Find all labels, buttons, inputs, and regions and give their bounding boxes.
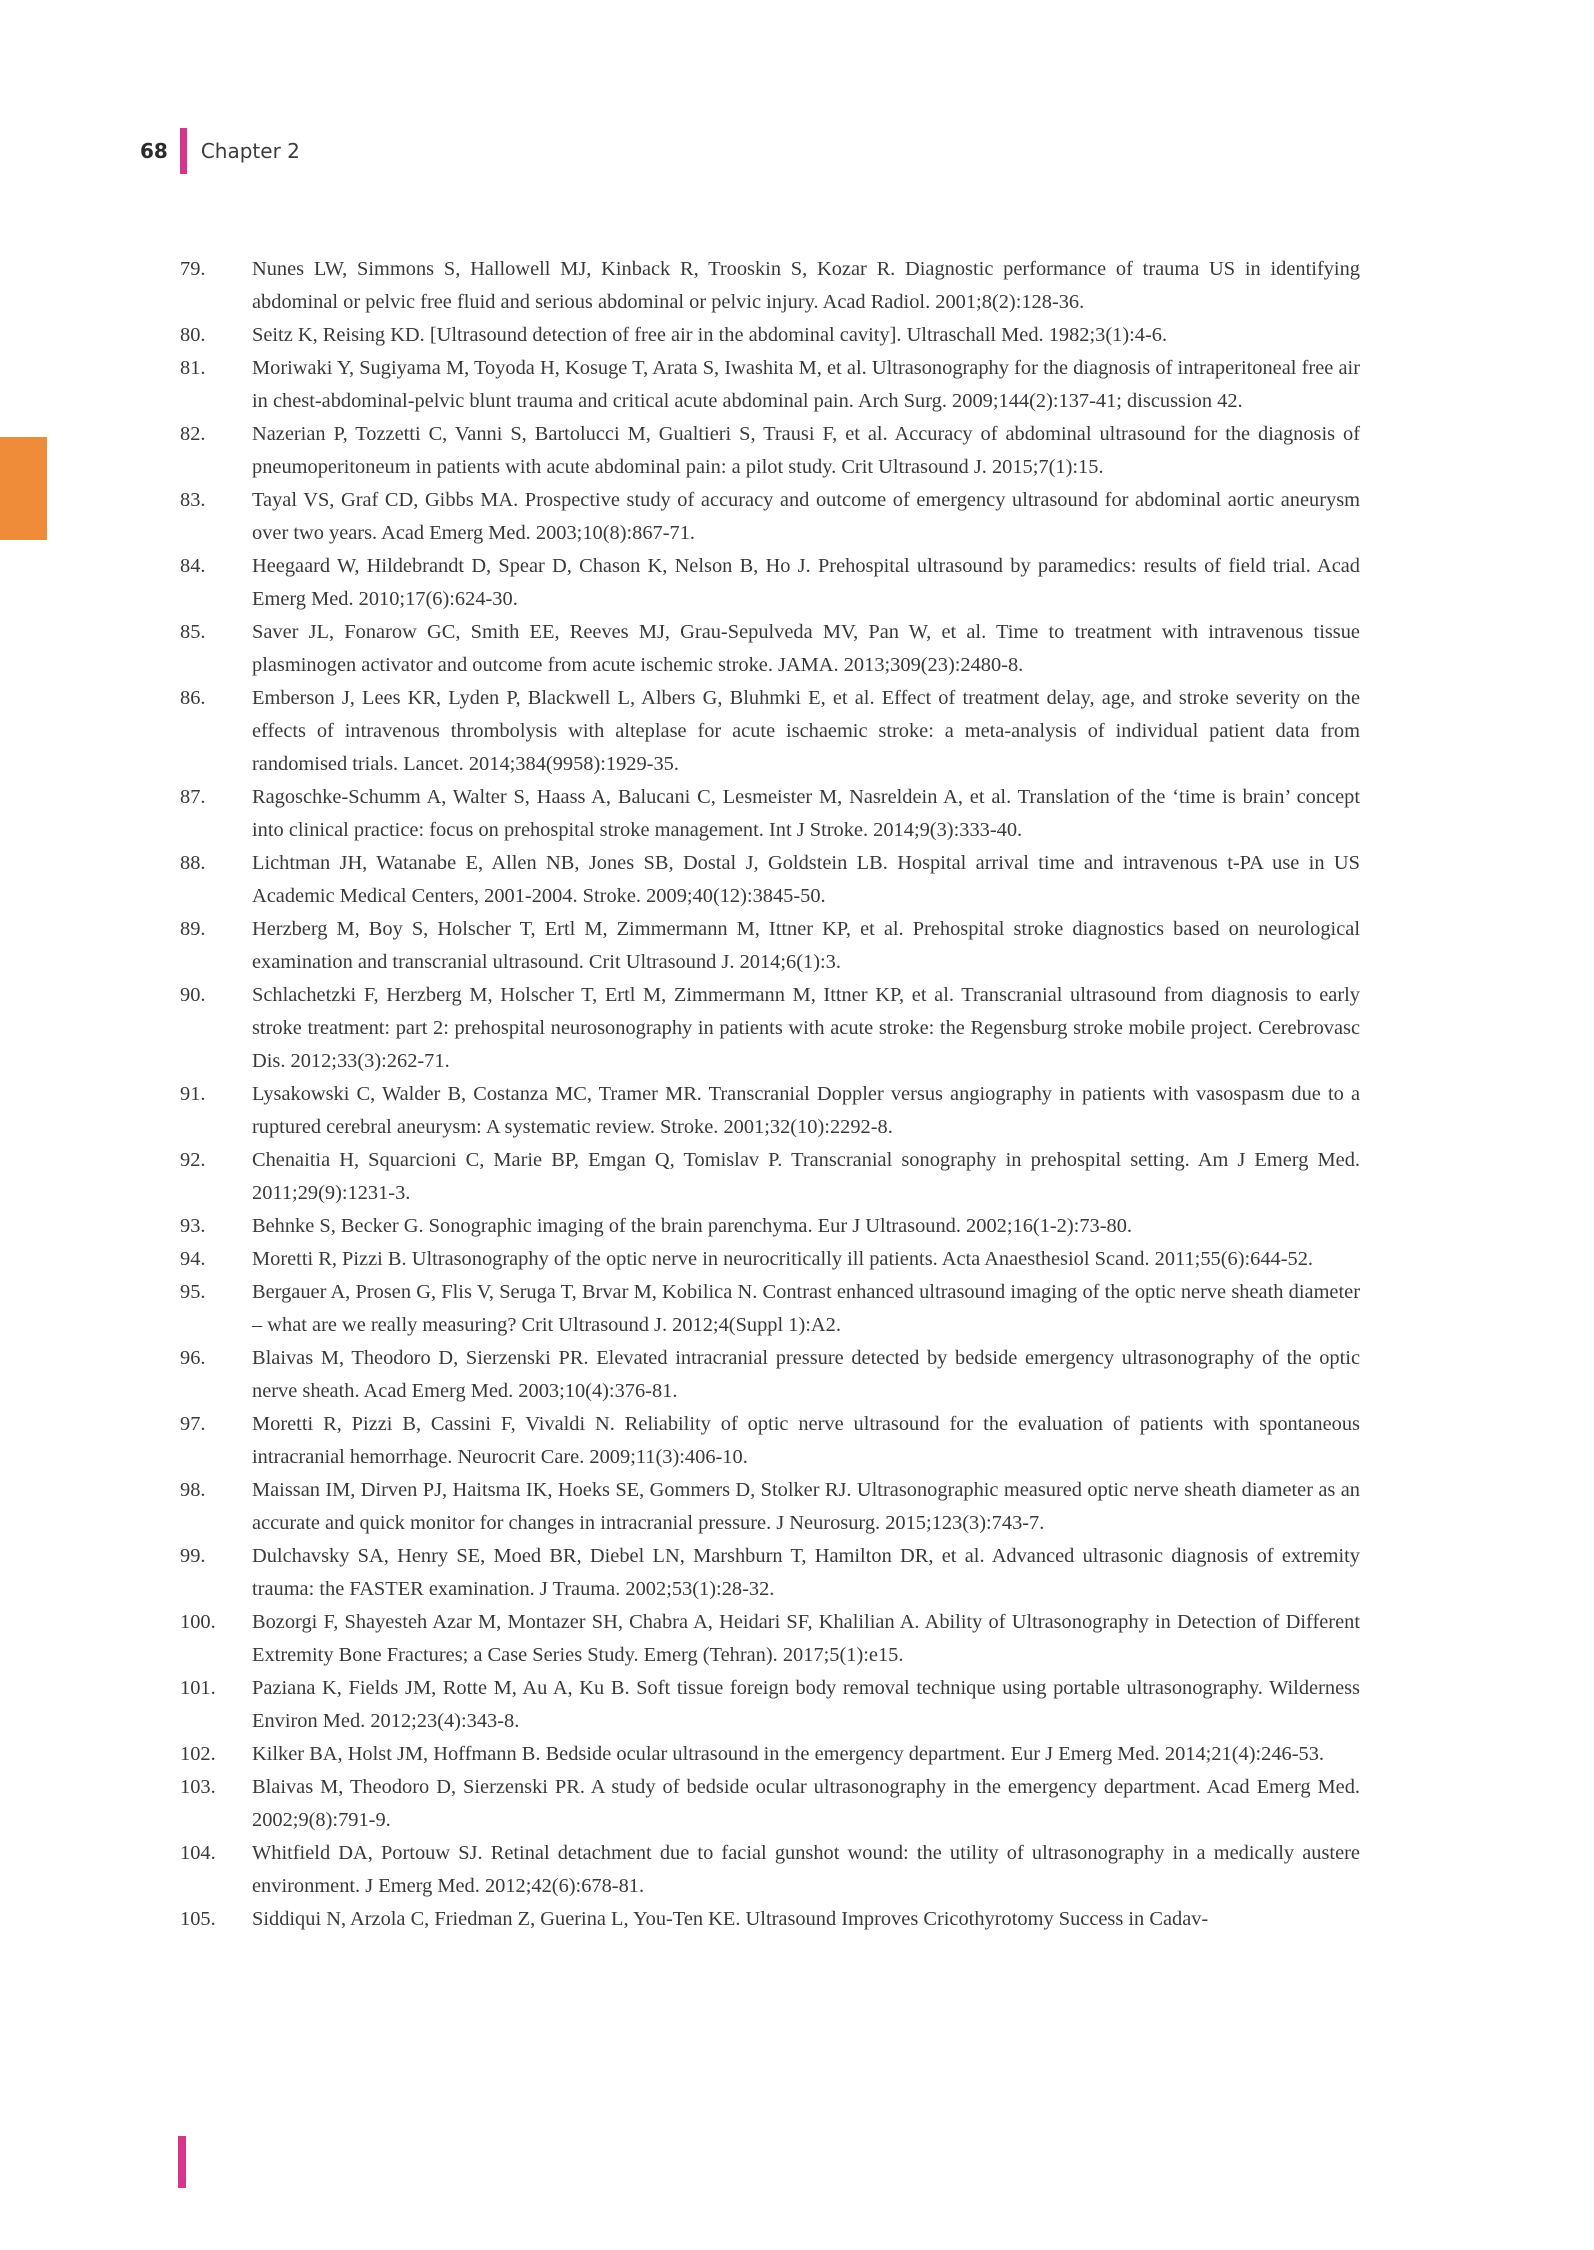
reference-number: 101. bbox=[180, 1677, 216, 1699]
reference-text: Siddiqui N, Arzola C, Friedman Z, Guerina L, You-Ten KE. Ultrasound Improves Cricothyrotomy Success in Cadav- bbox=[252, 1908, 1209, 1930]
reference-text: Dulchavsky SA, Henry SE, Moed BR, Diebel LN, Marshburn T, Hamilton DR, et al. Advanced ultrasonic diagnosis of extremity trauma: the FASTER examination. J Trauma. 2002;53(1):28-32. bbox=[252, 1545, 1360, 1600]
reference-item bbox=[180, 352, 1360, 418]
reference-text: Saver JL, Fonarow GC, Smith EE, Reeves MJ, Grau-Sepulveda MV, Pan W, et al. Time to treatment with intravenous tissue plasminogen activator and outcome from acute ischemic stroke. JAMA. 2013;309(23):2480-8. bbox=[252, 621, 1360, 676]
reference-item bbox=[180, 1771, 1360, 1837]
reference-number: 99. bbox=[180, 1545, 206, 1567]
reference-text: Moretti R, Pizzi B, Cassini F, Vivaldi N. Reliability of optic nerve ultrasound for the evaluation of patients with spontaneous intracranial hemorrhage. Neurocrit Care. 2009;11(3):406-10. bbox=[252, 1413, 1360, 1468]
reference-text: Paziana K, Fields JM, Rotte M, Au A, Ku B. Soft tissue foreign body removal technique using portable ultrasonography. Wilderness Environ Med. 2012;23(4):343-8. bbox=[252, 1677, 1360, 1732]
reference-text: Ragoschke-Schumm A, Walter S, Haass A, Balucani C, Lesmeister M, Nasreldein A, et al. Translation of the ‘time is brain’ concept into clinical practice: focus on prehospital stroke management. Int J Stroke. 2014;9(3):333-40. bbox=[252, 786, 1360, 841]
reference-text: Nazerian P, Tozzetti C, Vanni S, Bartolucci M, Gualtieri S, Trausi F, et al. Accuracy of abdominal ultrasound for the diagnosis of pneumoperitoneum in patients with acute abdominal pain: a pilot study. Crit Ultrasound J. 2015;7(1):15. bbox=[252, 423, 1360, 478]
reference-text: Maissan IM, Dirven PJ, Haitsma IK, Hoeks SE, Gommers D, Stolker RJ. Ultrasonographic measured optic nerve sheath diameter as an accurate and quick monitor for changes in intracranial pressure. J Neurosurg. 2015;123(3):743-7. bbox=[252, 1479, 1360, 1534]
reference-number: 88. bbox=[180, 852, 206, 874]
reference-item bbox=[180, 1144, 1360, 1210]
reference-item bbox=[180, 1342, 1360, 1408]
reference-item bbox=[180, 1837, 1360, 1903]
reference-item bbox=[180, 550, 1360, 616]
reference-text: Seitz K, Reising KD. [Ultrasound detection of free air in the abdominal cavity]. Ultraschall Med. 1982;3(1):4-6. bbox=[252, 324, 1168, 346]
reference-text: Chenaitia H, Squarcioni C, Marie BP, Emgan Q, Tomislav P. Transcranial sonography in prehospital setting. Am J Emerg Med. 2011;29(9):1231-3. bbox=[252, 1149, 1360, 1204]
reference-number: 104. bbox=[180, 1842, 216, 1864]
chapter-title: Chapter 2 bbox=[200, 139, 300, 163]
reference-item bbox=[180, 1276, 1360, 1342]
reference-item bbox=[180, 418, 1360, 484]
reference-text: Emberson J, Lees KR, Lyden P, Blackwell L, Albers G, Bluhmki E, et al. Effect of treatment delay, age, and stroke severity on the effects of intravenous thrombolysis with alteplase for acute ischaemic stroke: a meta-analysis of individual patient data from randomised trials. Lancet. 2014;384(9958):1929-35. bbox=[252, 687, 1360, 775]
reference-number: 82. bbox=[180, 423, 206, 445]
reference-number: 91. bbox=[180, 1083, 206, 1105]
reference-item bbox=[180, 913, 1360, 979]
reference-number: 96. bbox=[180, 1347, 206, 1369]
header-accent-bar bbox=[180, 128, 187, 174]
reference-text: Bozorgi F, Shayesteh Azar M, Montazer SH, Chabra A, Heidari SF, Khalilian A. Ability of Ultrasonography in Detection of Different Extremity Bone Fractures; a Case Series Study. Emerg (Tehran). 2017;5(1):e15. bbox=[252, 1611, 1360, 1666]
reference-number: 83. bbox=[180, 489, 206, 511]
reference-item bbox=[180, 1738, 1360, 1771]
reference-number: 90. bbox=[180, 984, 206, 1006]
reference-item bbox=[180, 781, 1360, 847]
reference-item bbox=[180, 1540, 1360, 1606]
reference-number: 102. bbox=[180, 1743, 216, 1765]
reference-text: Herzberg M, Boy S, Holscher T, Ertl M, Zimmermann M, Ittner KP, et al. Prehospital stroke diagnostics based on neurological examination and transcranial ultrasound. Crit Ultrasound J. 2014;6(1):3. bbox=[252, 918, 1360, 973]
reference-text: Bergauer A, Prosen G, Flis V, Seruga T, Brvar M, Kobilica N. Contrast enhanced ultrasound imaging of the optic nerve sheath diameter – what are we really measuring? Crit Ultrasound J. 2012;4(Suppl 1):A2. bbox=[252, 1281, 1360, 1336]
reference-text: Nunes LW, Simmons S, Hallowell MJ, Kinback R, Trooskin S, Kozar R. Diagnostic performance of trauma US in identifying abdominal or pelvic free fluid and serious abdominal or pelvic injury. Acad Radiol. 2001;8(2):128-36. bbox=[252, 258, 1360, 313]
reference-text: Kilker BA, Holst JM, Hoffmann B. Bedside ocular ultrasound in the emergency department. Eur J Emerg Med. 2014;21(4):246-53. bbox=[252, 1743, 1325, 1765]
reference-number: 93. bbox=[180, 1215, 206, 1237]
reference-text: Schlachetzki F, Herzberg M, Holscher T, Ertl M, Zimmermann M, Ittner KP, et al. Transcranial ultrasound from diagnosis to early stroke treatment: part 2: prehospital neurosonography in patients with acute stroke: the Regensburg stroke mobile project. Cerebrovasc Dis. 2012;33(3):262-71. bbox=[252, 984, 1360, 1072]
reference-number: 97. bbox=[180, 1413, 206, 1435]
reference-number: 103. bbox=[180, 1776, 216, 1798]
reference-text: Moriwaki Y, Sugiyama M, Toyoda H, Kosuge T, Arata S, Iwashita M, et al. Ultrasonography for the diagnosis of intraperitoneal free air in chest-abdominal-pelvic blunt trauma and critical acute abdominal pain. Arch Surg. 2009;144(2):137-41; discussion 42. bbox=[252, 357, 1360, 412]
reference-number: 100. bbox=[180, 1611, 216, 1633]
footer-accent-bar bbox=[178, 2136, 186, 2188]
reference-number: 79. bbox=[180, 258, 206, 280]
reference-item bbox=[180, 319, 1360, 352]
reference-text: Tayal VS, Graf CD, Gibbs MA. Prospective study of accuracy and outcome of emergency ultrasound for abdominal aortic aneurysm over two years. Acad Emerg Med. 2003;10(8):867-71. bbox=[252, 489, 1360, 544]
reference-number: 84. bbox=[180, 555, 206, 577]
reference-text: Behnke S, Becker G. Sonographic imaging of the brain parenchyma. Eur J Ultrasound. 2002;16(1-2):73-80. bbox=[252, 1215, 1132, 1237]
reference-text: Whitfield DA, Portouw SJ. Retinal detachment due to facial gunshot wound: the utility of ultrasonography in a medically austere environment. J Emerg Med. 2012;42(6):678-81. bbox=[252, 1842, 1360, 1897]
reference-item bbox=[180, 1672, 1360, 1738]
chapter-side-tab bbox=[0, 437, 47, 540]
reference-item bbox=[180, 1408, 1360, 1474]
reference-item bbox=[180, 1903, 1360, 1936]
reference-item bbox=[180, 1078, 1360, 1144]
reference-number: 80. bbox=[180, 324, 206, 346]
page-number: 68 bbox=[140, 139, 168, 163]
reference-number: 98. bbox=[180, 1479, 206, 1501]
reference-item bbox=[180, 484, 1360, 550]
reference-number: 94. bbox=[180, 1248, 206, 1270]
reference-list bbox=[180, 253, 1360, 1936]
reference-item bbox=[180, 847, 1360, 913]
reference-text: Moretti R, Pizzi B. Ultrasonography of the optic nerve in neurocritically ill patients. Acta Anaesthesiol Scand. 2011;55(6):644-52. bbox=[252, 1248, 1314, 1270]
reference-number: 105. bbox=[180, 1908, 216, 1930]
page-header bbox=[140, 128, 300, 174]
reference-number: 95. bbox=[180, 1281, 206, 1303]
reference-text: Heegaard W, Hildebrandt D, Spear D, Chason K, Nelson B, Ho J. Prehospital ultrasound by paramedics: results of field trial. Acad Emerg Med. 2010;17(6):624-30. bbox=[252, 555, 1360, 610]
reference-item bbox=[180, 1210, 1360, 1243]
reference-number: 89. bbox=[180, 918, 206, 940]
reference-item bbox=[180, 1606, 1360, 1672]
reference-text: Lysakowski C, Walder B, Costanza MC, Tramer MR. Transcranial Doppler versus angiography in patients with vasospasm due to a ruptured cerebral aneurysm: A systematic review. Stroke. 2001;32(10):2292-8. bbox=[252, 1083, 1360, 1138]
reference-text: Lichtman JH, Watanabe E, Allen NB, Jones SB, Dostal J, Goldstein LB. Hospital arrival time and intravenous t-PA use in US Academic Medical Centers, 2001-2004. Stroke. 2009;40(12):3845-50. bbox=[252, 852, 1360, 907]
reference-number: 92. bbox=[180, 1149, 206, 1171]
reference-number: 86. bbox=[180, 687, 206, 709]
reference-number: 85. bbox=[180, 621, 206, 643]
reference-text: Blaivas M, Theodoro D, Sierzenski PR. Elevated intracranial pressure detected by bedside emergency ultrasonography of the optic nerve sheath. Acad Emerg Med. 2003;10(4):376-81. bbox=[252, 1347, 1360, 1402]
reference-item bbox=[180, 616, 1360, 682]
reference-item bbox=[180, 682, 1360, 781]
reference-item bbox=[180, 979, 1360, 1078]
reference-number: 81. bbox=[180, 357, 206, 379]
reference-number: 87. bbox=[180, 786, 206, 808]
reference-item bbox=[180, 1243, 1360, 1276]
reference-text: Blaivas M, Theodoro D, Sierzenski PR. A study of bedside ocular ultrasonography in the emergency department. Acad Emerg Med. 2002;9(8):791-9. bbox=[252, 1776, 1360, 1831]
reference-item bbox=[180, 253, 1360, 319]
reference-item bbox=[180, 1474, 1360, 1540]
